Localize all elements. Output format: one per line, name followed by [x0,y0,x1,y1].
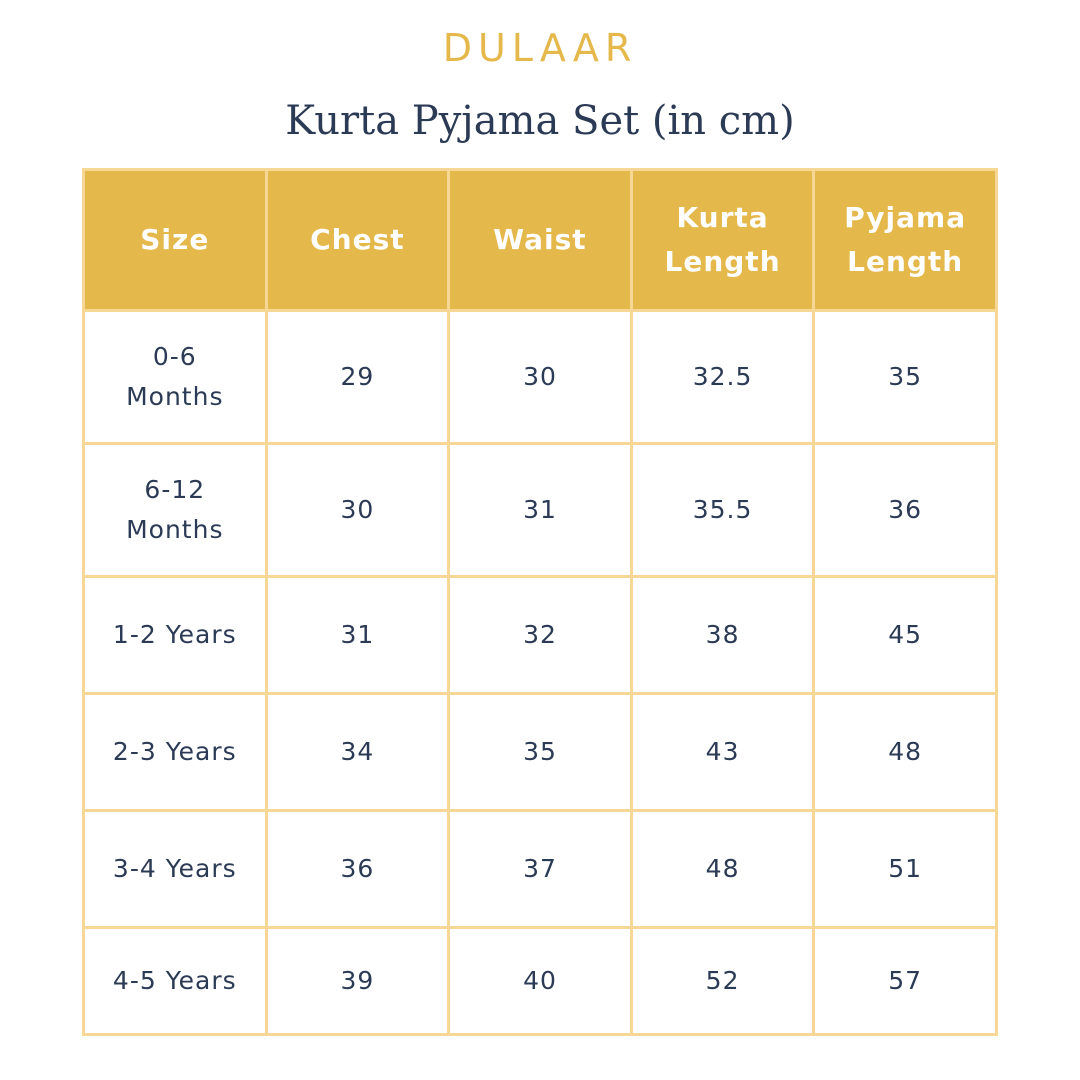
waist-cell: 37 [449,811,632,928]
table-row [84,311,997,444]
kurta-length-cell: 43 [631,694,814,811]
size-cell: 1-2 Years [84,577,267,694]
chest-cell: 29 [266,311,449,444]
table-header-row [84,170,997,311]
header-label: Kurta Length [664,201,781,278]
waist-cell: 30 [449,311,632,444]
chest-cell: 31 [266,577,449,694]
pyjama-length-cell: 45 [814,577,997,694]
table-row [84,577,997,694]
chest-cell: 36 [266,811,449,928]
header-label: Pyjama Length [844,201,967,278]
header-pyjama-length [814,170,997,311]
header-waist [449,170,632,311]
size-label: 0-6 Months [126,342,224,411]
kurta-length-cell: 32.5 [631,311,814,444]
header-kurta-length [631,170,814,311]
pyjama-length-cell: 35 [814,311,997,444]
pyjama-length-cell: 36 [814,444,997,577]
chest-cell: 39 [266,928,449,1035]
chest-cell: 34 [266,694,449,811]
header-label: Size [140,223,210,256]
brand-logo: DULAAR [442,26,638,70]
pyjama-length-cell: 57 [814,928,997,1035]
size-cell: 2-3 Years [84,694,267,811]
table-row [84,928,997,1035]
kurta-length-cell: 38 [631,577,814,694]
size-cell [84,311,267,444]
pyjama-length-cell: 48 [814,694,997,811]
table-row [84,811,997,928]
waist-cell: 35 [449,694,632,811]
size-chart-table [82,168,998,1036]
pyjama-length-cell: 51 [814,811,997,928]
page-title: Kurta Pyjama Set (in cm) [285,98,795,144]
waist-cell: 31 [449,444,632,577]
header-size [84,170,267,311]
table-row [84,694,997,811]
size-cell [84,444,267,577]
header-label: Chest [310,223,405,256]
table-row [84,444,997,577]
kurta-length-cell: 35.5 [631,444,814,577]
size-cell: 4-5 Years [84,928,267,1035]
size-cell: 3-4 Years [84,811,267,928]
header-label: Waist [493,223,587,256]
waist-cell: 32 [449,577,632,694]
header-chest [266,170,449,311]
kurta-length-cell: 52 [631,928,814,1035]
chest-cell: 30 [266,444,449,577]
size-label: 6-12 Months [126,475,224,544]
kurta-length-cell: 48 [631,811,814,928]
waist-cell: 40 [449,928,632,1035]
